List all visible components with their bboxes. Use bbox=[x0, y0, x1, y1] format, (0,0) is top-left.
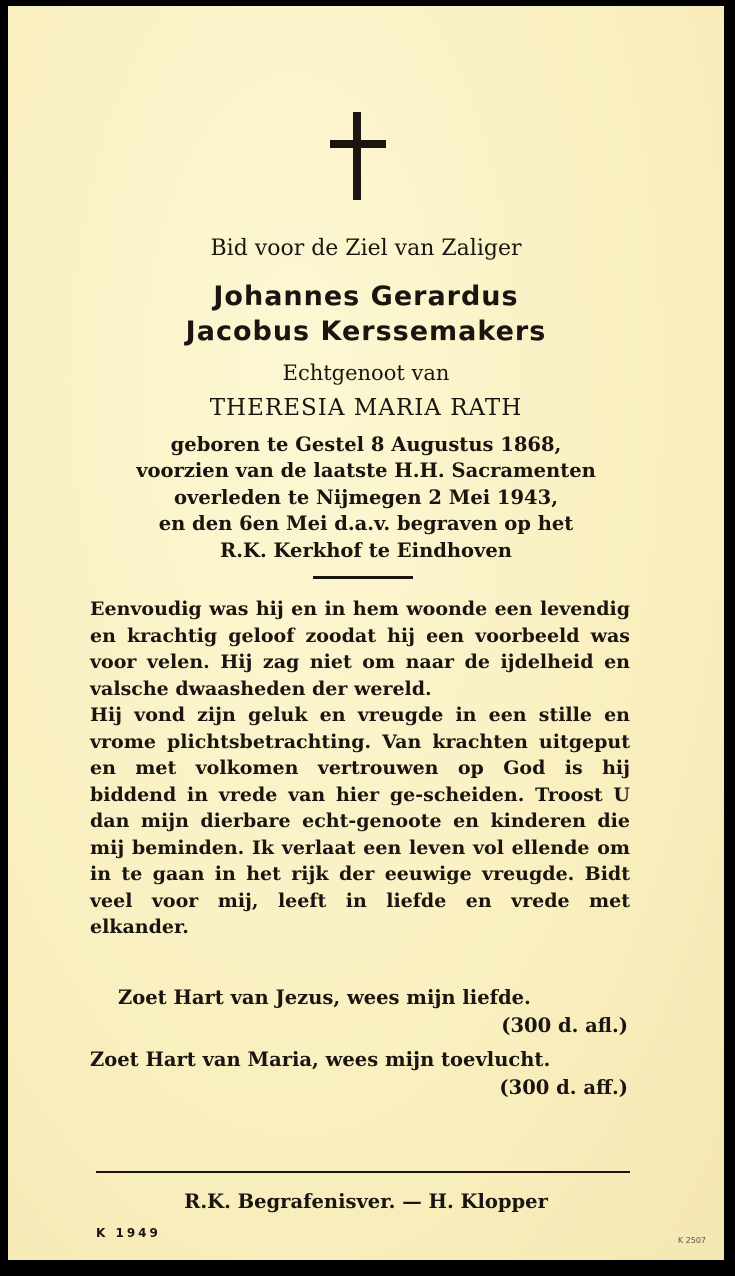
life-line-sacraments: voorzien van de laatste H.H. Sacramenten bbox=[136, 459, 596, 482]
print-stamp: K 1949 bbox=[96, 1226, 161, 1240]
life-line-birth: geboren te Gestel 8 Augustus 1868, bbox=[170, 433, 562, 456]
life-line-burial: en den 6en Mei d.a.v. begraven op het bbox=[158, 512, 574, 535]
cross-icon bbox=[330, 112, 386, 200]
memorial-paragraph: Hij vond zijn geluk en vreugde in een stille en vrome plichtsbetrachting. Van krachten uitgeput en met volkomen vertrouwen op God is hij biddend in vrede van hier ge-scheiden. Troost U dan mijn dierbare echt-genoote en kinderen die mij beminden. Ik verlaat een leven vol ellende om in te gaan in het rijk der eeuwige vreugde. Bidt veel voor mij, leeft in liefde en vrede met elkander. bbox=[90, 704, 630, 938]
footer-divider bbox=[96, 1171, 630, 1173]
prayer-maria-indulgence: (300 d. aff.) bbox=[499, 1076, 628, 1099]
spouse-name: THERESIA MARIA RATH bbox=[209, 395, 523, 421]
deceased-name-line1: Johannes Gerardus bbox=[213, 281, 519, 312]
print-code: K 2507 bbox=[677, 1236, 706, 1245]
memorial-text bbox=[90, 596, 630, 941]
prayer-maria: Zoet Hart van Maria, wees mijn toevlucht. bbox=[90, 1048, 551, 1071]
divider bbox=[313, 576, 413, 579]
prayer-jesus-indulgence: (300 d. afl.) bbox=[501, 1014, 628, 1037]
life-line-death: overleden te Nijmegen 2 Mei 1943, bbox=[174, 486, 558, 509]
life-line-cemetery: R.K. Kerkhof te Eindhoven bbox=[220, 539, 512, 562]
undertaker: R.K. Begrafenisver. — H. Klopper bbox=[184, 1190, 548, 1213]
prayer-jesus: Zoet Hart van Jezus, wees mijn liefde. bbox=[118, 986, 531, 1009]
spouse-label: Echtgenoot van bbox=[282, 361, 450, 385]
memorial-card bbox=[8, 6, 724, 1260]
memorial-paragraph: Eenvoudig was hij en in hem woonde een levendig en krachtig geloof zoodat hij een voorbeeld was voor velen. Hij zag niet om naar de ijdelheid en valsche dwaasheden der wereld. bbox=[90, 598, 630, 700]
deceased-name-line2: Jacobus Kerssemakers bbox=[185, 316, 547, 347]
invocation: Bid voor de Ziel van Zaliger bbox=[210, 236, 522, 261]
